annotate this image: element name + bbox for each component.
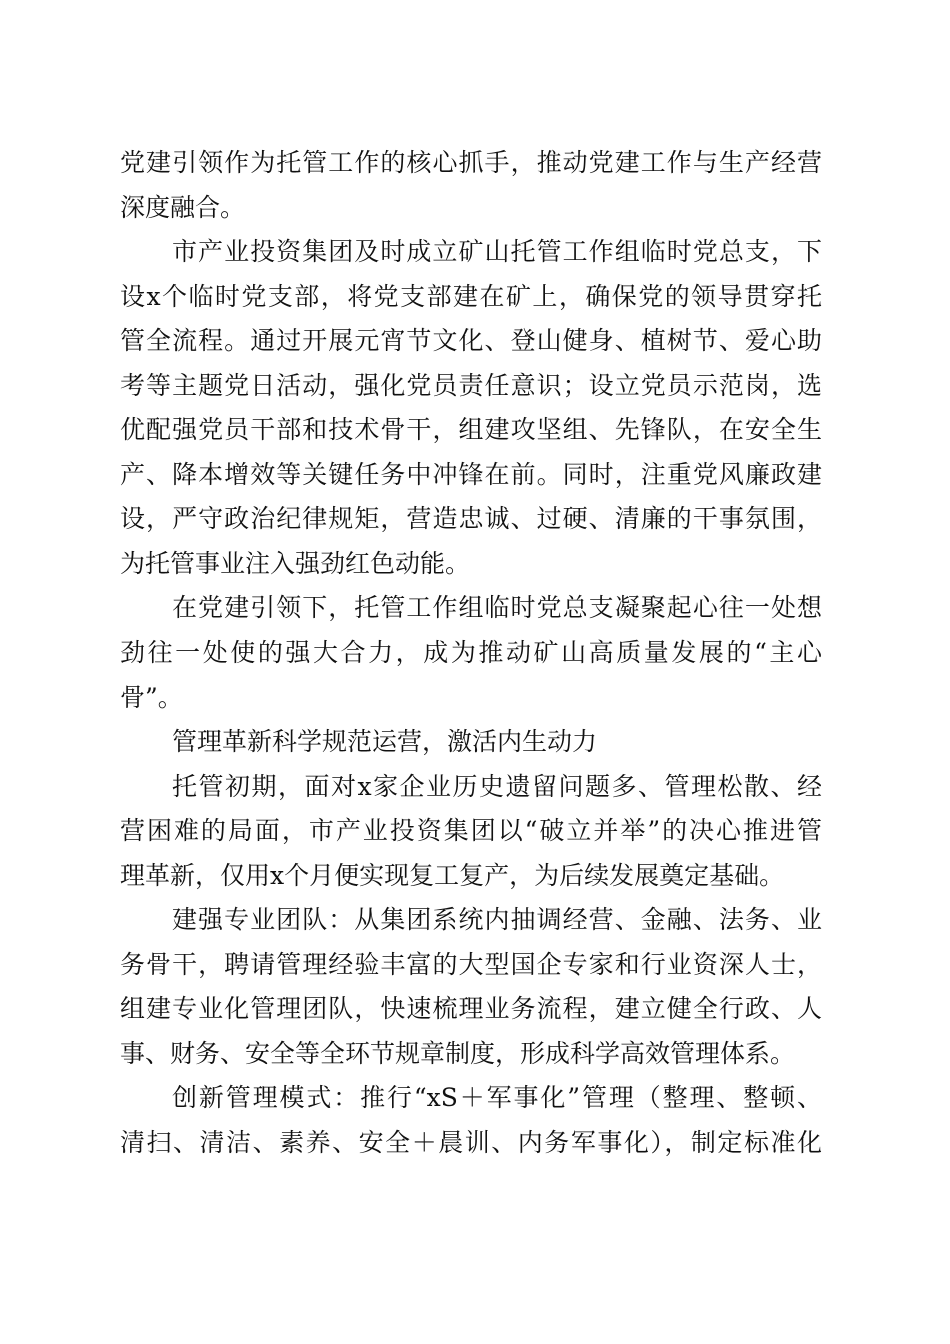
text-line: 组建专业化管理团队，快速梳理业务流程，建立健全行政、人 (120, 994, 822, 1024)
paragraph (120, 586, 822, 720)
text-line: 营困难的局面，市产业投资集团以“破立并举”的决心推进管 (120, 816, 822, 846)
paragraph (120, 765, 822, 899)
text-line: 理革新，仅用x个月便实现复工复产，为后续发展奠定基础。 (120, 860, 785, 890)
text-line: 事、财务、安全等全环节规章制度，形成科学高效管理体系。 (120, 1038, 796, 1068)
paragraph (120, 230, 822, 586)
paragraph (120, 1076, 822, 1165)
text-line: 设，严守政治纪律规矩，营造忠诚、过硬、清廉的干事氛围， (120, 504, 822, 534)
text-line: 考等主题党日活动，强化党员责任意识；设立党员示范岗，选 (120, 370, 822, 400)
text-line: 设x个临时党支部，将党支部建在矿上，确保党的领导贯穿托 (120, 281, 822, 311)
text-line: 建强专业团队：从集团系统内抽调经营、金融、法务、业 (172, 905, 822, 935)
text-line: 产、降本增效等关键任务中冲锋在前。同时，注重党风廉政建 (120, 459, 822, 489)
paragraph (120, 141, 822, 230)
text-line: 管理革新科学规范运营，激活内生动力 (172, 727, 598, 757)
text-line: 市产业投资集团及时成立矿山托管工作组临时党总支，下 (172, 237, 822, 267)
text-line: 托管初期，面对x家企业历史遗留问题多、管理松散、经 (172, 771, 822, 801)
paragraph (120, 898, 822, 1076)
text-line: 务骨干，聘请管理经验丰富的大型国企专家和行业资深人士， (120, 949, 822, 979)
text-line: 骨”。 (120, 682, 183, 712)
paragraph (120, 720, 822, 765)
text-line: 党建引领作为托管工作的核心抓手，推动党建工作与生产经营 (120, 148, 822, 177)
text-line: 创新管理模式：推行“xS＋军事化”管理（整理、整顿、 (172, 1083, 822, 1113)
document-page (120, 141, 822, 1166)
text-line: 优配强党员干部和技术骨干，组建攻坚组、先锋队，在安全生 (120, 415, 822, 445)
text-line: 管全流程。通过开展元宵节文化、登山健身、植树节、爱心助 (120, 326, 822, 356)
text-line: 深度融合。 (120, 192, 246, 222)
text-line: 在党建引领下，托管工作组临时党总支凝聚起心往一处想 (172, 593, 822, 623)
text-line: 为托管事业注入强劲红色动能。 (120, 548, 471, 578)
text-line: 劲往一处使的强大合力，成为推动矿山高质量发展的“主心 (120, 638, 822, 668)
text-line: 清扫、清洁、素养、安全＋晨训、内务军事化），制定标准化 (120, 1128, 822, 1158)
